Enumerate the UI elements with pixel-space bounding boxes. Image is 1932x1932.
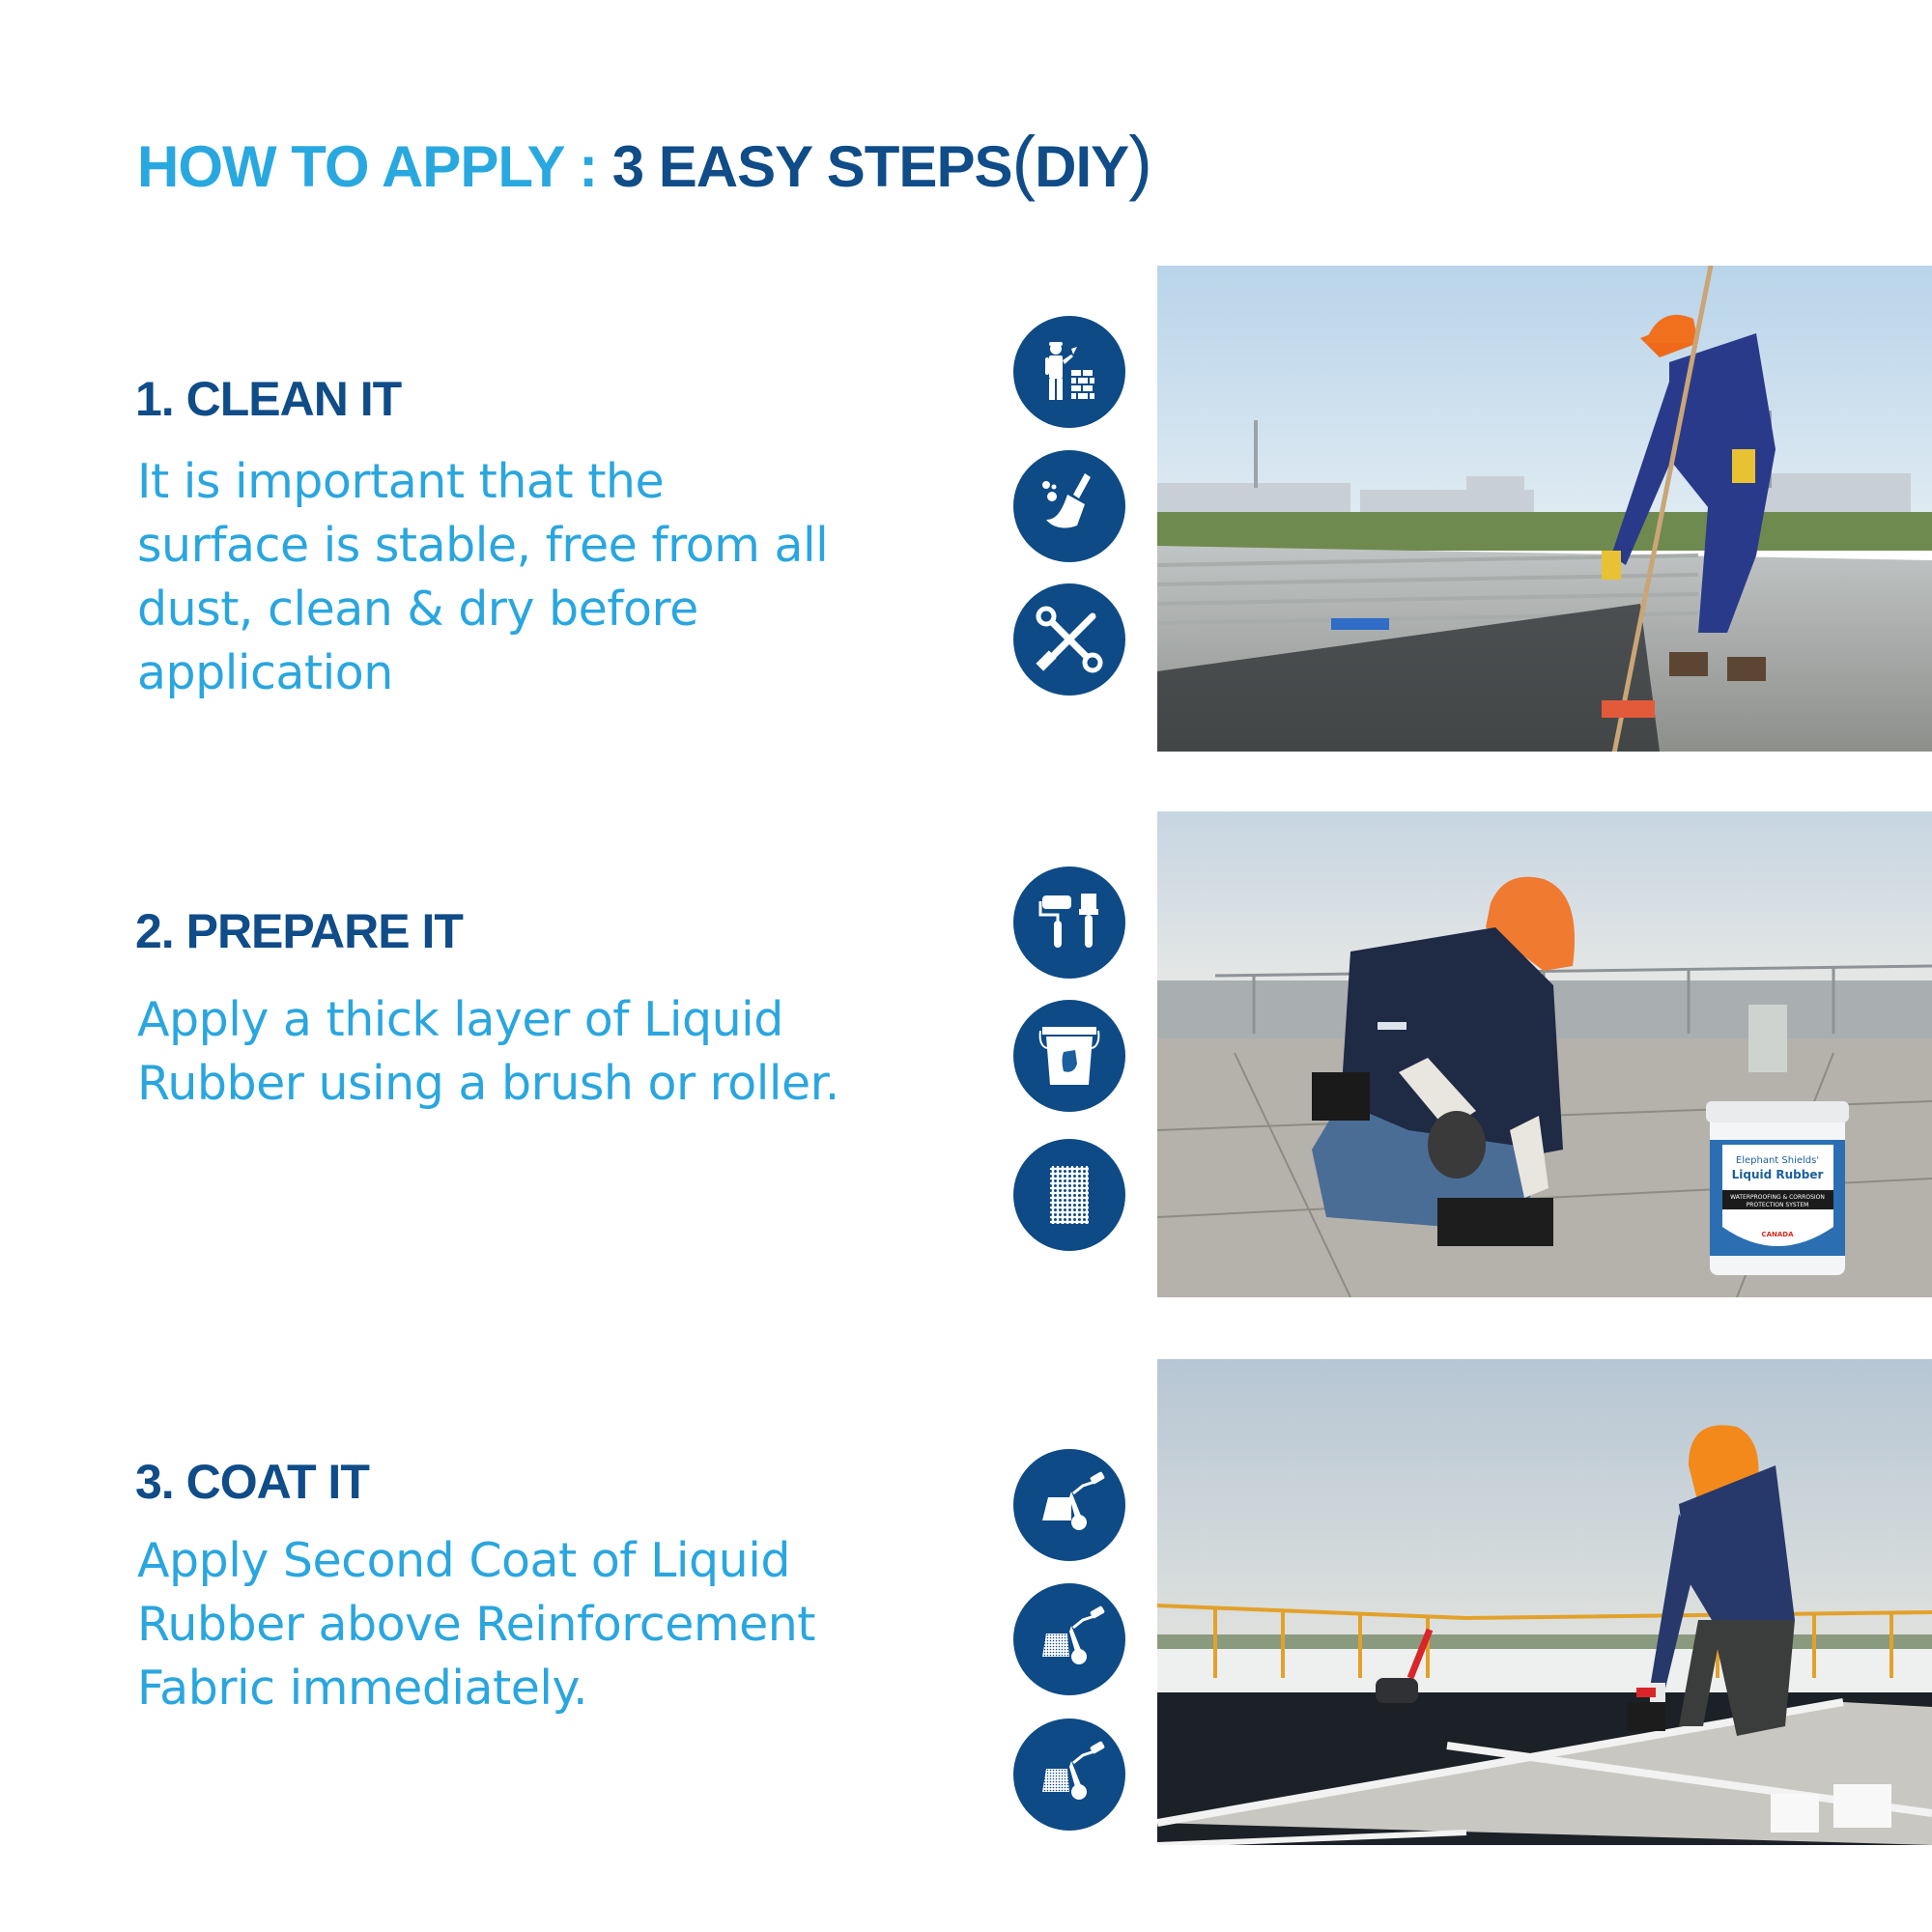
- title-diy: DIY: [1035, 134, 1129, 199]
- svg-text:Elephant Shields': Elephant Shields': [1735, 1155, 1820, 1166]
- step-3-heading: 3. COAT IT: [135, 1455, 369, 1509]
- step-1-line-2: surface is stable, free from all: [137, 518, 829, 573]
- step-2-heading: 2. PREPARE IT: [135, 904, 463, 958]
- step-1-line-3: dust, clean & dry before: [137, 582, 698, 637]
- step-1-description: [137, 450, 968, 705]
- title-paren-close: ): [1128, 122, 1151, 202]
- svg-text:CANADA: CANADA: [1761, 1231, 1794, 1238]
- paint-roller-brush-icon: [1013, 867, 1125, 979]
- roller-on-fabric-second-coat-icon: [1013, 1719, 1125, 1831]
- step-2-line-2: Rubber using a brush or roller.: [137, 1056, 839, 1111]
- step-3-line-3: Fabric immediately.: [137, 1661, 588, 1716]
- wrench-screwdriver-icon: [1013, 583, 1125, 696]
- step-3-description: [137, 1529, 968, 1720]
- liquid-rubber-bucket: [1706, 1101, 1849, 1275]
- step-3-line-2: Rubber above Reinforcement: [137, 1597, 815, 1652]
- broom-cleaning-icon: [1013, 450, 1125, 562]
- worker-cleaning-metal-roof-photo: [1157, 266, 1932, 752]
- title-paren-open: (: [1011, 122, 1036, 202]
- worker-pouring-liquid-rubber-photo: [1157, 811, 1932, 1297]
- roller-on-surface-icon: [1013, 1449, 1125, 1561]
- step-2-description: [137, 988, 968, 1116]
- step-1-line-4: application: [137, 645, 393, 700]
- step-1-line-1: It is important that the: [137, 454, 665, 509]
- step-1-heading: 1. CLEAN IT: [135, 372, 402, 426]
- title-easy-steps: 3 EASY STEPS: [611, 134, 1012, 199]
- reinforcement-fabric-mesh-icon: [1013, 1139, 1125, 1251]
- worker-coating-roof-with-brush-photo: [1157, 1359, 1932, 1845]
- svg-text:WATERPROOFING & CORROSION: WATERPROOFING & CORROSION: [1730, 1194, 1825, 1201]
- svg-text:Liquid Rubber: Liquid Rubber: [1731, 1168, 1824, 1181]
- liquid-rubber-bucket-icon: [1013, 1000, 1125, 1112]
- worker-brick-wall-icon: [1013, 316, 1125, 428]
- roller-on-fabric-icon: [1013, 1583, 1125, 1695]
- step-3-line-1: Apply Second Coat of Liquid: [137, 1533, 790, 1588]
- page-title: [137, 124, 1151, 206]
- svg-text:PROTECTION SYSTEM: PROTECTION SYSTEM: [1746, 1202, 1809, 1208]
- step-2-line-1: Apply a thick layer of Liquid: [137, 992, 783, 1047]
- title-how-to-apply: HOW TO APPLY :: [137, 134, 612, 199]
